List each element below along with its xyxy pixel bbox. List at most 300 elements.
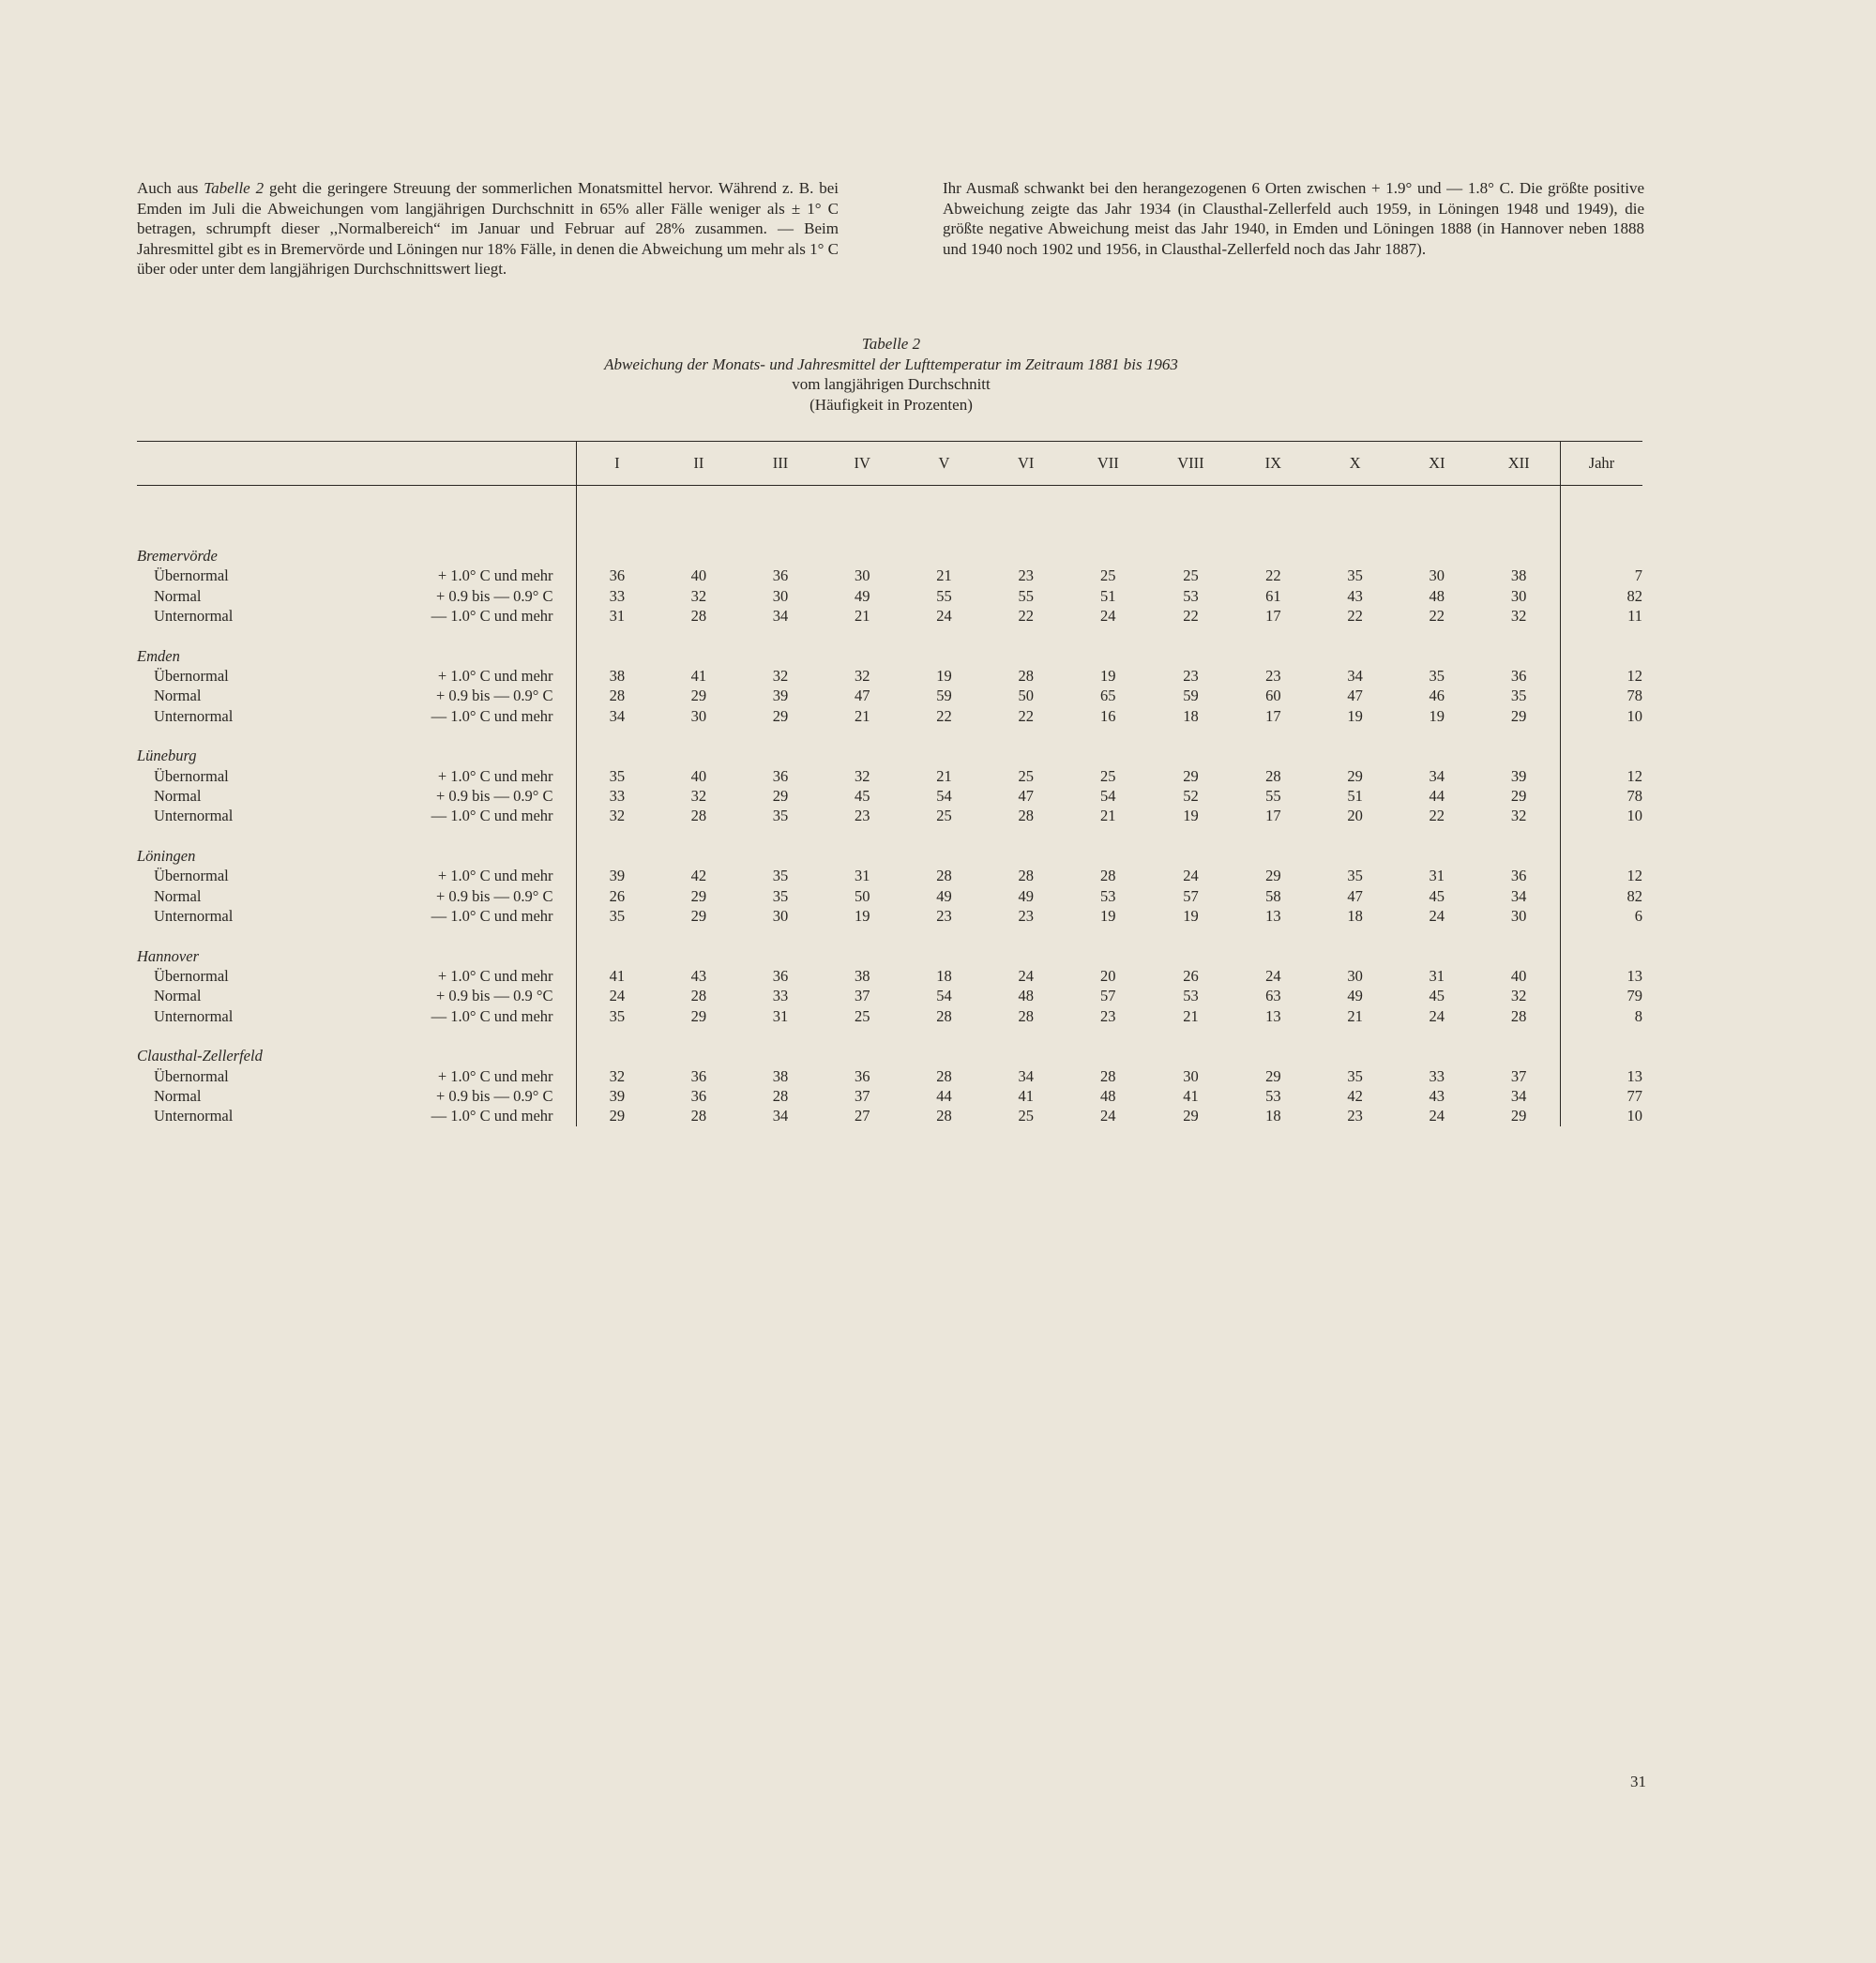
station-header-row [137, 846, 1642, 866]
table-cell: 19 [854, 907, 870, 926]
table-row [137, 866, 1642, 885]
range-label: + 1.0° C und mehr [437, 566, 553, 585]
table-cell: 21 [936, 766, 952, 785]
table-cell: 34 [1510, 886, 1527, 905]
table-cell: 60 [1265, 687, 1281, 705]
table-cell: 23 [1018, 907, 1034, 926]
range-label: + 1.0° C und mehr [437, 766, 553, 785]
table-cell: 28 [690, 1107, 707, 1125]
table-cell: 34 [1510, 1086, 1527, 1105]
table-cell: 44 [1429, 787, 1445, 806]
table-row [137, 786, 1642, 806]
table-cell: 30 [1510, 586, 1527, 605]
table-cell: 35 [1347, 566, 1363, 585]
table-cell: 31 [772, 1006, 789, 1025]
year-cell: 11 [1560, 606, 1642, 626]
station-header-row [137, 646, 1642, 666]
range-label: + 1.0° C und mehr [437, 867, 553, 885]
table-cell: 28 [936, 1107, 952, 1125]
station-header-row [137, 1046, 1642, 1065]
table-cell: 40 [1510, 966, 1527, 985]
table-cell: 65 [1100, 687, 1116, 705]
table-cell: 45 [1429, 886, 1445, 905]
category-label: Unternormal [154, 607, 234, 626]
table-cell: 49 [1347, 987, 1363, 1005]
station-name: Emden [137, 646, 180, 665]
table-cell: 45 [1429, 987, 1445, 1005]
table-cell: 28 [1265, 766, 1281, 785]
table-cell: 19 [1100, 667, 1116, 686]
table-cell: 13 [1265, 1006, 1281, 1025]
table-cell: 35 [1429, 667, 1445, 686]
table-cell: 28 [576, 686, 658, 705]
table-cell: 28 [936, 867, 952, 885]
table-cell: 21 [1347, 1006, 1363, 1025]
month-header-iv: IV [822, 442, 903, 486]
range-label: + 0.9 bis — 0.9° C [435, 687, 553, 705]
table-cell: 35 [1347, 867, 1363, 885]
table-cell: 24 [576, 986, 658, 1005]
table-cell: 48 [1429, 586, 1445, 605]
table-cell: 41 [576, 966, 658, 986]
table-cell: 33 [576, 586, 658, 606]
table-cell: 34 [1018, 1066, 1034, 1085]
table-cell: 17 [1265, 706, 1281, 725]
table-cell: 22 [936, 706, 952, 725]
table-cell: 13 [1265, 907, 1281, 926]
table-cell: 36 [576, 566, 658, 585]
table-cell: 24 [1183, 867, 1199, 885]
table-cell: 23 [1265, 667, 1281, 686]
table-row [137, 1106, 1642, 1125]
range-label: + 0.9 bis — 0.9° C [435, 586, 553, 605]
table-cell: 55 [936, 586, 952, 605]
month-header-i: I [576, 442, 658, 486]
table-cell: 25 [936, 807, 952, 825]
table-cell: 22 [1429, 807, 1445, 825]
category-label: Normal [154, 586, 202, 605]
table-cell: 24 [1429, 1107, 1445, 1125]
table-cell: 21 [1183, 1006, 1199, 1025]
category-label: Normal [154, 787, 202, 806]
table-cell: 29 [772, 787, 789, 806]
category-label: Normal [154, 987, 202, 1005]
month-header-vi: VI [985, 442, 1067, 486]
table-cell: 59 [1183, 687, 1199, 705]
station-name: Löningen [137, 846, 196, 865]
table-cell: 31 [854, 867, 870, 885]
table-number: Tabelle 2 [861, 335, 921, 353]
table-cell: 24 [1429, 907, 1445, 926]
category-label: Unternormal [154, 907, 234, 926]
table-cell: 31 [576, 606, 658, 626]
table-cell: 46 [1429, 687, 1445, 705]
table-cell: 21 [854, 706, 870, 725]
range-label: + 1.0° C und mehr [437, 966, 553, 985]
table-cell: 36 [772, 766, 789, 785]
table-cell: 34 [1429, 766, 1445, 785]
table-cell: 53 [1265, 1086, 1281, 1105]
table-cell: 36 [1510, 667, 1527, 686]
range-label: — 1.0° C und mehr [431, 807, 553, 825]
table-cell: 28 [1510, 1006, 1527, 1025]
table-cell: 35 [772, 807, 789, 825]
table-cell: 22 [1183, 607, 1199, 626]
table-cell: 29 [1183, 766, 1199, 785]
table-cell: 32 [576, 1066, 658, 1086]
table-cell: 37 [854, 1086, 870, 1105]
table-cell: 25 [854, 1006, 870, 1025]
table-cell: 36 [772, 966, 789, 985]
station-name: Hannover [137, 946, 199, 965]
table-cell: 38 [1510, 566, 1527, 585]
month-header-vii: VII [1067, 442, 1149, 486]
table-cell: 32 [1510, 607, 1527, 626]
table-row [137, 1086, 1642, 1106]
table-cell: 25 [1183, 566, 1199, 585]
table-cell: 48 [1018, 987, 1034, 1005]
table-cell: 54 [936, 987, 952, 1005]
table-cell: 36 [690, 1066, 707, 1085]
table-cell: 54 [1100, 787, 1116, 806]
range-label: — 1.0° C und mehr [431, 607, 553, 626]
year-cell: 79 [1560, 986, 1642, 1005]
year-cell: 78 [1560, 686, 1642, 705]
table-cell: 21 [854, 607, 870, 626]
table-cell: 28 [1018, 867, 1034, 885]
table-cell: 28 [690, 607, 707, 626]
table-cell: 22 [1018, 706, 1034, 725]
table-cell: 28 [1018, 1006, 1034, 1025]
table-cell: 19 [1429, 706, 1445, 725]
table-cell: 33 [1429, 1066, 1445, 1085]
table-cell: 30 [772, 907, 789, 926]
table-cell: 23 [854, 807, 870, 825]
table-cell: 55 [1018, 586, 1034, 605]
year-cell: 77 [1560, 1086, 1642, 1106]
table-cell: 29 [1265, 867, 1281, 885]
range-label: + 1.0° C und mehr [437, 1066, 553, 1085]
table-cell: 35 [772, 886, 789, 905]
table-row [137, 766, 1642, 786]
table-row [137, 806, 1642, 825]
year-cell: 12 [1560, 666, 1642, 686]
table-cell: 23 [1100, 1006, 1116, 1025]
left-paragraph-text [137, 178, 839, 279]
range-label: + 0.9 bis — 0.9 °C [435, 987, 553, 1005]
table-cell: 35 [576, 1006, 658, 1026]
station-name: Clausthal-Zellerfeld [137, 1047, 263, 1065]
table-cell: 37 [1510, 1066, 1527, 1085]
table-cell: 25 [1100, 566, 1116, 585]
table-cell: 39 [576, 1086, 658, 1106]
table-row [137, 586, 1642, 606]
table-cell: 29 [1265, 1066, 1281, 1085]
table-cell: 34 [576, 706, 658, 726]
table-cell: 32 [576, 806, 658, 825]
table-cell: 55 [1265, 787, 1281, 806]
table-cell: 35 [1347, 1066, 1363, 1085]
left-paragraph-segment: Tabelle 2 [204, 179, 265, 197]
table-cell: 50 [1018, 687, 1034, 705]
table-cell: 30 [1347, 966, 1363, 985]
table-cell: 47 [1347, 886, 1363, 905]
table-cell: 38 [854, 966, 870, 985]
table-cell: 30 [1183, 1066, 1199, 1085]
spacer-row [137, 1026, 1642, 1046]
table-cell: 31 [1429, 966, 1445, 985]
table-cell: 53 [1100, 886, 1116, 905]
intro-paragraph-left [137, 178, 839, 279]
table-cell: 30 [1510, 907, 1527, 926]
table-cell: 57 [1100, 987, 1116, 1005]
table-cell: 59 [936, 687, 952, 705]
table-row [137, 1006, 1642, 1026]
category-label: Übernormal [154, 766, 229, 785]
table-cell: 48 [1100, 1086, 1116, 1105]
table-cell: 33 [772, 987, 789, 1005]
table-cell: 50 [854, 886, 870, 905]
station-header-row [137, 546, 1642, 566]
table-cell: 63 [1265, 987, 1281, 1005]
table-cell: 24 [1018, 966, 1034, 985]
month-header-x: X [1314, 442, 1396, 486]
category-label: Normal [154, 687, 202, 705]
table-cell: 29 [690, 687, 707, 705]
month-header-ix: IX [1233, 442, 1314, 486]
station-header-row [137, 746, 1642, 765]
table-cell: 32 [1510, 807, 1527, 825]
left-paragraph-segment: Auch aus [137, 179, 204, 197]
table-cell: 54 [936, 787, 952, 806]
table-cell: 47 [854, 687, 870, 705]
table-cell: 39 [1510, 766, 1527, 785]
left-paragraph-segment: geht die geringere Streuung der sommerlichen Monatsmittel hervor. Während z. B. bei Emden im Juli die Abweichungen vom langjährigen Durchschnitt in 65% aller Fälle weniger als ± 1° C betragen, schrumpft dieser ,,Normalbereich“ im Januar und Februar auf 28% zusammen. — Beim Jahresmittel gibt es in Bremervörde und Löningen nur 18% Fälle, in denen die Abweichung um mehr als 1° C über oder unter dem langjährigen Durchschnittswert liegt. [137, 179, 839, 278]
table-cell: 41 [1183, 1086, 1199, 1105]
range-label: + 0.9 bis — 0.9° C [435, 1086, 553, 1105]
table-cell: 49 [854, 586, 870, 605]
table-cell: 38 [576, 666, 658, 686]
header-blank [137, 442, 576, 486]
table-row [137, 566, 1642, 585]
temperature-deviation-table [137, 441, 1642, 1126]
table-row [137, 686, 1642, 705]
table-cell: 47 [1347, 687, 1363, 705]
table-cell: 36 [690, 1086, 707, 1105]
table-cell: 25 [1018, 766, 1034, 785]
range-label: + 0.9 bis — 0.9° C [435, 886, 553, 905]
station-header-row [137, 946, 1642, 966]
range-label: — 1.0° C und mehr [431, 1006, 553, 1025]
category-label: Unternormal [154, 807, 234, 825]
table-cell: 19 [1100, 907, 1116, 926]
year-cell: 12 [1560, 766, 1642, 786]
year-cell: 82 [1560, 586, 1642, 606]
range-label: — 1.0° C und mehr [431, 907, 553, 926]
month-header-viii: VIII [1149, 442, 1233, 486]
year-cell: 12 [1560, 866, 1642, 885]
table-row [137, 1066, 1642, 1086]
table-cell: 24 [936, 607, 952, 626]
table-cell: 36 [772, 566, 789, 585]
table-cell: 26 [1183, 966, 1199, 985]
table-cell: 47 [1018, 787, 1034, 806]
year-cell: 7 [1560, 566, 1642, 585]
range-label: — 1.0° C und mehr [431, 706, 553, 725]
table-cell: 29 [690, 886, 707, 905]
table-cell: 23 [1347, 1107, 1363, 1125]
table-cell: 18 [1265, 1107, 1281, 1125]
table-cell: 29 [1510, 706, 1527, 725]
table-cell: 24 [1100, 1107, 1116, 1125]
table-cell: 51 [1100, 586, 1116, 605]
table-cell: 19 [1183, 807, 1199, 825]
table-cell: 61 [1265, 586, 1281, 605]
table-cell: 34 [1347, 667, 1363, 686]
table-cell: 30 [690, 706, 707, 725]
year-cell: 10 [1560, 1106, 1642, 1125]
table-cell: 30 [1429, 566, 1445, 585]
table-cell: 26 [576, 886, 658, 906]
table-cell: 29 [576, 1106, 658, 1125]
table-cell: 22 [1018, 607, 1034, 626]
table-cell: 33 [576, 786, 658, 806]
table-cell: 22 [1347, 607, 1363, 626]
table-cell: 29 [1347, 766, 1363, 785]
table-cell: 49 [936, 886, 952, 905]
month-header-ii: II [658, 442, 739, 486]
table-cell: 41 [690, 667, 707, 686]
table-cell: 28 [690, 807, 707, 825]
table-unit-note: (Häufigkeit in Prozenten) [809, 395, 973, 414]
category-label: Normal [154, 886, 202, 905]
month-header-iii: III [739, 442, 821, 486]
table-cell: 32 [854, 766, 870, 785]
category-label: Übernormal [154, 966, 229, 985]
month-header-xi: XI [1396, 442, 1477, 486]
table-cell: 32 [772, 667, 789, 686]
table-row [137, 966, 1642, 986]
table-cell: 40 [690, 766, 707, 785]
table-cell: 19 [936, 667, 952, 686]
table-cell: 25 [1018, 1107, 1034, 1125]
table-cell: 29 [772, 706, 789, 725]
table-cell: 35 [772, 867, 789, 885]
table-caption [418, 334, 1364, 415]
table-cell: 40 [690, 566, 707, 585]
category-label: Übernormal [154, 566, 229, 585]
table-cell: 57 [1183, 886, 1199, 905]
table-cell: 28 [1100, 1066, 1116, 1085]
category-label: Übernormal [154, 1066, 229, 1085]
table-cell: 34 [772, 1107, 789, 1125]
spacer-row [137, 726, 1642, 746]
range-label: + 1.0° C und mehr [437, 667, 553, 686]
table-cell: 24 [1265, 966, 1281, 985]
table-cell: 53 [1183, 586, 1199, 605]
table-cell: 20 [1347, 807, 1363, 825]
range-label: — 1.0° C und mehr [431, 1107, 553, 1125]
table-cell: 28 [690, 987, 707, 1005]
table-cell: 16 [1100, 706, 1116, 725]
table-cell: 43 [1429, 1086, 1445, 1105]
table-row [137, 886, 1642, 906]
table-cell: 35 [576, 766, 658, 786]
table-cell: 34 [772, 607, 789, 626]
category-label: Normal [154, 1086, 202, 1105]
table-cell: 30 [854, 566, 870, 585]
category-label: Übernormal [154, 667, 229, 686]
table-row [137, 606, 1642, 626]
table-cell: 18 [1347, 907, 1363, 926]
year-cell: 6 [1560, 906, 1642, 926]
table-cell: 19 [1347, 706, 1363, 725]
table-cell: 29 [1510, 787, 1527, 806]
table-cell: 32 [1510, 987, 1527, 1005]
table-row [137, 986, 1642, 1005]
table-cell: 28 [1100, 867, 1116, 885]
table-cell: 24 [1100, 607, 1116, 626]
table-cell: 28 [936, 1006, 952, 1025]
page-number: 31 [1630, 1773, 1646, 1790]
table-cell: 52 [1183, 787, 1199, 806]
year-cell: 13 [1560, 966, 1642, 986]
table-cell: 29 [690, 1006, 707, 1025]
table-cell: 29 [1183, 1107, 1199, 1125]
table-cell: 35 [1510, 687, 1527, 705]
table-cell: 17 [1265, 607, 1281, 626]
table-cell: 36 [1510, 867, 1527, 885]
table-cell: 49 [1018, 886, 1034, 905]
station-name: Lüneburg [137, 747, 197, 765]
table-cell: 29 [690, 907, 707, 926]
table-cell: 45 [854, 787, 870, 806]
table-cell: 31 [1429, 867, 1445, 885]
table-cell: 21 [1100, 807, 1116, 825]
table-cell: 32 [854, 667, 870, 686]
table-cell: 28 [1018, 667, 1034, 686]
table-row [137, 906, 1642, 926]
year-header: Jahr [1560, 442, 1642, 486]
table-cell: 38 [772, 1066, 789, 1085]
table-cell: 29 [1510, 1107, 1527, 1125]
table-cell: 17 [1265, 807, 1281, 825]
table-cell: 41 [1018, 1086, 1034, 1105]
table-cell: 42 [690, 867, 707, 885]
table-cell: 23 [1018, 566, 1034, 585]
table-cell: 35 [576, 906, 658, 926]
spacer-row [137, 486, 1642, 547]
table-cell: 53 [1183, 987, 1199, 1005]
category-label: Unternormal [154, 706, 234, 725]
table-cell: 28 [772, 1086, 789, 1105]
table-cell: 28 [1018, 807, 1034, 825]
table-cell: 27 [854, 1107, 870, 1125]
table-cell: 51 [1347, 787, 1363, 806]
table-cell: 32 [690, 586, 707, 605]
table-title: Abweichung der Monats- und Jahresmittel der Lufttemperatur im Zeitraum 1881 bis 1963 [604, 355, 1178, 373]
month-header-xii: XII [1477, 442, 1560, 486]
table-cell: 39 [576, 866, 658, 885]
intro-paragraph-right [943, 178, 1644, 259]
table-cell: 30 [772, 586, 789, 605]
category-label: Unternormal [154, 1006, 234, 1025]
table-cell: 58 [1265, 886, 1281, 905]
table-body [137, 486, 1642, 1126]
category-label: Unternormal [154, 1107, 234, 1125]
right-paragraph-text: Ihr Ausmaß schwankt bei den herangezogenen 6 Orten zwischen + 1.9° und — 1.8° C. Die größte positive Abweichung zeigte das Jahr 1934 (in Clausthal-Zellerfeld auch 1959, in Löningen 1948 und 1949), die größte negative Abweichung meist das Jahr 1940, in Emden und Löningen 1888 (in Hannover neben 1888 und 1940 noch 1902 und 1956, in Clausthal-Zellerfeld noch das Jahr 1887). [943, 179, 1644, 258]
category-label: Übernormal [154, 867, 229, 885]
